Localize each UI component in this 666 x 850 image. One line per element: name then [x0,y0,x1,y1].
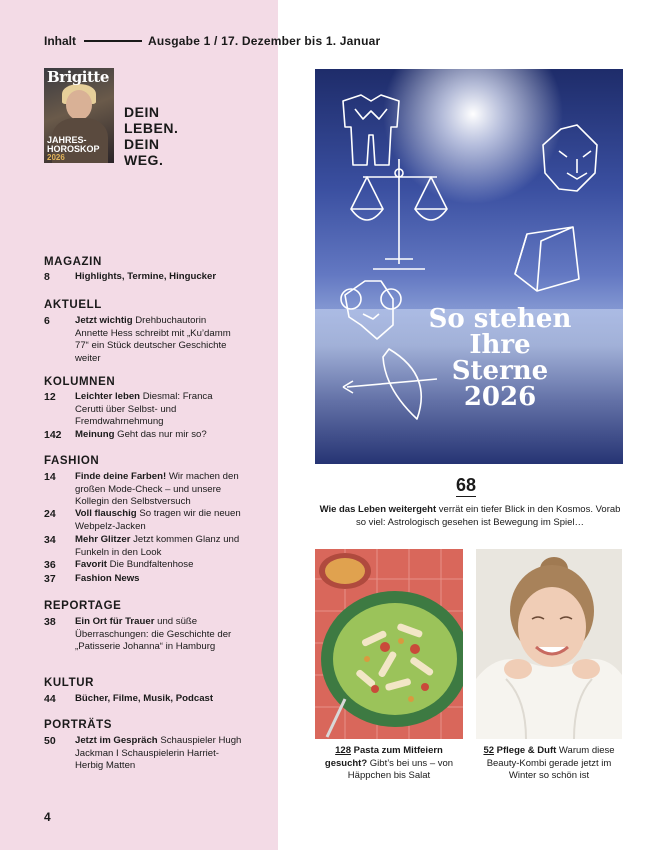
toc-entry-lead: Highlights, Termine, Hingucker [75,271,217,282]
section-title-aktuell: AKTUELL [44,299,102,311]
toc-page-number: 38 [44,616,56,628]
toc-entry-rest: Drehbuchautorin Annette Hess schreibt mit „Ku’damm 77“ ein Stück deutscher Geschichte weiter [75,315,231,364]
toc-page-number: 44 [44,693,56,705]
slogan [124,104,178,168]
toc-entry-lead: Bücher, Filme, Musik, Podcast [75,693,214,704]
toc-entry[interactable] [44,573,271,586]
section-title-kolumnen: KOLUMNEN [44,376,116,388]
toc-entry-text [75,429,271,442]
feature-page-number: 68 [456,475,477,495]
toc-entry-lead: Finde deine Farben! [75,471,167,482]
toc-entry-lead: Voll flauschig [75,508,137,519]
toc-entry[interactable] [44,559,271,572]
cover-line-1: JAHRES- [47,135,87,145]
slogan-line-4: WEG. [124,152,164,168]
toc-entry-text [75,735,243,773]
toc-entry[interactable] [44,508,245,533]
toc-page-number: 37 [44,573,56,585]
section-title-reportage: REPORTAGE [44,600,122,612]
toc-entry-rest: Wir machen den großen Mode-Check – und unsere Kollegin den Selbstversuch [75,471,239,507]
hero-title-line-2: Ihre [469,330,531,360]
toc-entry-rest: Schauspieler Hugh Jackman I Schauspielerin Harriet-Herbig Matten [75,735,242,771]
toc-entry-lead: Jetzt wichtig [75,315,133,326]
teaser-page-number: 128 [335,745,351,756]
woman-portrait-image [476,549,622,739]
toc-page-number: 8 [44,271,50,283]
toc-entry-rest: und süße Überraschungen: die Geschichte der „Patisserie Johanna“ in Hamburg [75,616,232,652]
hero-title-line-4: 2026 [463,382,537,412]
toc-page-number: 36 [44,559,56,571]
toc-entry-rest: So tragen wir die neuen Webpelz-Jacken [75,508,241,532]
toc-page-number: 12 [44,391,56,403]
cover-logo: Brigitte [47,68,109,86]
toc-entry-text [75,573,271,586]
toc-entry-rest: Geht das nur mir so? [114,429,207,440]
section-title-kultur: KULTUR [44,677,95,689]
section-title-fashion: FASHION [44,455,100,467]
teaser-page-number: 52 [483,745,495,756]
pasta-salad-photo[interactable] [315,549,463,739]
header-rule [84,40,142,42]
toc-entry-text [75,315,241,365]
cover-model-face [66,90,92,120]
toc-page-number: 142 [44,429,62,441]
feature-rest: verrät ein tiefer Blick in den Kosmos. Vorab so viel: Astrologisch gesehen ist Bewegung im Spiel… [355,504,621,528]
toc-entry[interactable] [44,471,245,509]
section-title-portraets: PORTRÄTS [44,719,113,731]
teaser-lead: Pflege & Duft [494,745,557,756]
cover-line-2: HOROSKOP [47,144,100,154]
toc-entry-rest: Die Bundfaltenhose [107,559,194,570]
hero-title [415,306,585,410]
woman-portrait-photo[interactable] [476,549,622,739]
toc-entry-rest: Jetzt kommen Glanz und Funkeln in den Look [75,534,240,558]
toc-entry-text [75,391,227,429]
toc-page-number: 24 [44,508,56,520]
section-title-magazin: MAGAZIN [44,256,102,268]
teaser-caption-pasta[interactable] [313,745,465,783]
toc-entry-lead: Mehr Glitzer [75,534,131,545]
hero-title-line-1: So stehen [428,304,572,334]
toc-entry[interactable] [44,391,227,429]
toc-page-number: 50 [44,735,56,747]
toc-entry-text [75,559,271,572]
magazine-cover-thumbnail[interactable] [44,68,114,163]
toc-entry-lead: Fashion News [75,573,140,584]
hero-title-line-3: Sterne [451,356,549,386]
toc-entry-text [75,471,245,509]
page-number: 4 [44,810,51,824]
toc-entry[interactable] [44,315,241,365]
hero-horoscope-image[interactable] [315,69,623,464]
toc-page-number: 6 [44,315,50,327]
toc-entry-lead: Jetzt im Gespräch [75,735,158,746]
section-label: Inhalt [44,34,76,48]
toc-entry[interactable] [44,735,243,773]
light-glow [383,69,563,204]
toc-entry-rest: Diesmal: Franca Cerutti über Selbst- und Fremdwahrnehmung [75,391,213,427]
toc-page-number: 14 [44,471,56,483]
teaser-caption-beauty[interactable] [474,745,624,783]
feature-teaser [314,503,626,529]
teaser-lead: Pasta zum Mitfeiern gesucht? [324,745,443,769]
toc-entry-text [75,616,235,654]
box-icon [515,227,579,291]
issue-info: Ausgabe 1 / 17. Dezember bis 1. Januar [148,34,381,48]
toc-entry-text [75,271,271,284]
toc-entry[interactable] [44,271,271,284]
toc-entry-lead: Leichter leben [75,391,141,402]
toc-entry-text [75,534,271,559]
page-header [44,33,404,49]
toc-entry[interactable] [44,534,271,559]
pasta-salad-image [315,549,463,739]
teaser-rest: Gibt’s bei uns – von Häppchen bis Salat [347,757,454,781]
toc-page-number: 34 [44,534,56,546]
toc-entry-lead: Ein Ort für Trauer [75,616,155,627]
teaser-rest: Warum diese Beauty-Kombi gerade jetzt im Winter so schön ist [486,745,615,781]
slogan-line-1: DEIN [124,104,160,120]
toc-entry[interactable] [44,616,235,654]
toc-entry-text [75,693,271,706]
cover-line-3: 2026 [47,153,65,162]
toc-entry-lead: Meinung [75,429,115,440]
feature-lead: Wie das Leben weitergeht [319,504,437,515]
toc-entry-text [75,508,245,533]
toc-entry-lead: Favorit [75,559,107,570]
toc-entry[interactable] [44,429,271,442]
slogan-line-2: LEBEN. [124,120,179,136]
slogan-line-3: DEIN [124,136,160,152]
toc-entry[interactable] [44,693,271,706]
